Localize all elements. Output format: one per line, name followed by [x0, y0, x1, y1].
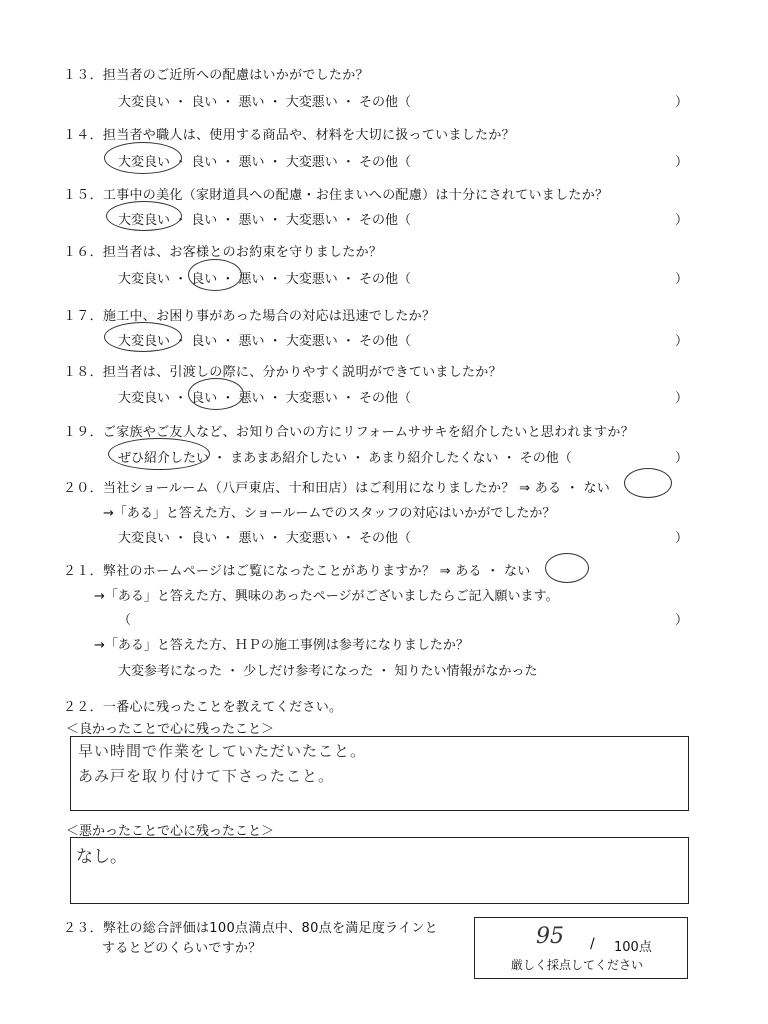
question-20-sub: →「ある」と答えた方、ショールームでのスタッフの対応はいかがでしたか？: [103, 506, 556, 521]
question-16-options: 大変良い ・ 良い ・ 悪い ・ 大変悪い ・ その他（: [118, 272, 412, 287]
question-23-line2: するとどのくらいですか？: [102, 941, 262, 956]
question-18-options: 大変良い ・ 良い ・ 悪い ・ 大変悪い ・ その他（: [118, 391, 412, 406]
good-label: ＜良かったことで心に残ったこと＞: [66, 722, 275, 737]
answer-circle-18: [188, 378, 244, 410]
good-answer-line1: 早い時間で作業をしていただいたこと。: [78, 742, 367, 760]
question-19-options: ぜひ紹介したい ・ まあまあ紹介したい ・ あまり紹介したくない ・ その他（: [118, 451, 572, 466]
close-paren: ）: [675, 272, 689, 287]
question-21-options: 大変参考になった ・ 少しだけ参考になった ・ 知りたい情報がなかった: [118, 664, 538, 679]
good-answer-line2: あみ戸を取り付けて下さったこと。: [78, 767, 335, 785]
answer-circle-20: [624, 468, 672, 498]
open-paren: （: [118, 613, 132, 628]
question-15-options: 大変良い ・ 良い ・ 悪い ・ 大変悪い ・ その他（: [118, 213, 412, 228]
question-23-line1: ２３．弊社の総合評価は100点満点中、80点を満足度ラインと: [63, 921, 438, 936]
close-paren: ）: [675, 155, 689, 170]
question-13-options: 大変良い ・ 良い ・ 悪い ・ 大変悪い ・ その他（: [118, 95, 412, 110]
question-20: ２０．当社ショールーム（八戸東店、十和田店）はご利用になりましたか？ ⇒ ある ・ ない: [63, 481, 611, 496]
question-15: １５．工事中の美化（家財道具への配慮・お住まいへの配慮）は十分にされていましたか？: [63, 188, 609, 203]
question-20-options: 大変良い ・ 良い ・ 悪い ・ 大変悪い ・ その他（: [118, 531, 412, 546]
question-19: １９．ご家族やご友人など、お知り合いの方にリフォームササキを紹介したいと思われますか？: [63, 425, 634, 440]
score-max: 100点: [614, 940, 652, 955]
bad-answer-box: [70, 837, 689, 904]
answer-circle-15: [106, 201, 182, 231]
close-paren: ）: [675, 213, 689, 228]
bad-answer: なし。: [76, 847, 127, 867]
close-paren: ）: [675, 334, 689, 349]
answer-circle-17: [104, 322, 182, 352]
close-paren: ）: [675, 613, 689, 628]
question-22: ２２．一番心に残ったことを教えてください。: [63, 700, 343, 715]
question-14-options: 大変良い ・ 良い ・ 悪い ・ 大変悪い ・ その他（: [118, 155, 412, 170]
close-paren: ）: [675, 391, 689, 406]
answer-circle-14: [104, 142, 182, 174]
answer-circle-16: [188, 259, 242, 291]
score-note: 厳しく採点してください: [511, 958, 644, 972]
bad-label: ＜悪かったことで心に残ったこと＞: [66, 824, 275, 839]
question-21-sub1: →「ある」と答えた方、興味のあったページがございましたらご記入願います。: [94, 589, 559, 604]
question-13: １３．担当者のご近所への配慮はいかがでしたか？: [63, 68, 369, 83]
question-14: １４．担当者や職人は、使用する商品や、材料を大切に扱っていましたか？: [63, 128, 515, 143]
answer-circle-21: [545, 553, 589, 583]
question-16: １６．担当者は、お客様とのお約束を守りましたか？: [63, 245, 383, 260]
close-paren: ）: [675, 531, 689, 546]
answer-circle-19: [108, 438, 210, 470]
question-18: １８．担当者は、引渡しの際に、分かりやすく説明ができていましたか？: [63, 365, 502, 380]
question-21-sub2: →「ある」と答えた方、ＨＰの施工事例は参考になりましたか？: [94, 638, 469, 653]
question-17: １７．施工中、お困り事があった場合の対応は迅速でしたか？: [63, 309, 436, 324]
score-slash: /: [590, 936, 595, 952]
question-21: ２１．弊社のホームページはご覧になったことがありますか？ ⇒ ある ・ ない: [63, 564, 531, 579]
question-17-options: 大変良い ・ 良い ・ 悪い ・ 大変悪い ・ その他（: [118, 334, 412, 349]
close-paren: ）: [675, 95, 689, 110]
close-paren: ）: [675, 451, 689, 466]
score-value: 95: [536, 924, 564, 949]
